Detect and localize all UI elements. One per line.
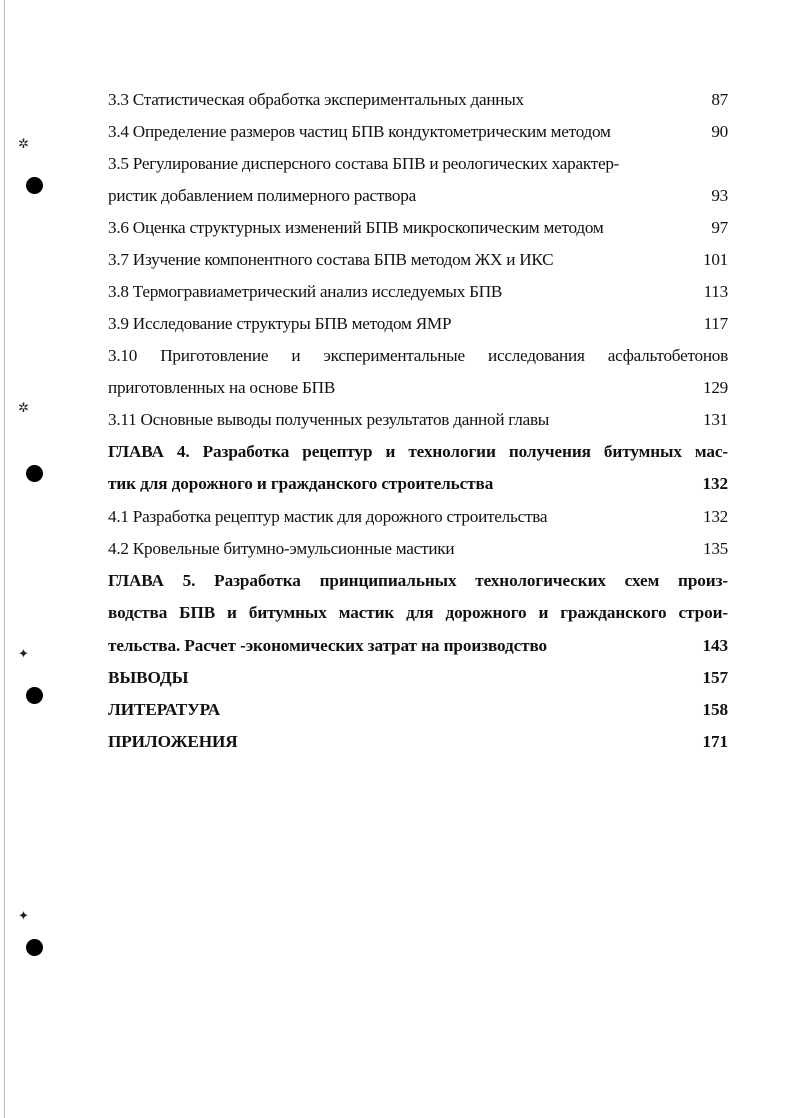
toc-entry-page: 171 xyxy=(702,732,728,751)
scan-mark-icon: ✲ xyxy=(18,400,29,415)
punch-hole-icon xyxy=(26,177,43,194)
toc-entry-title: 3.4 Определение размеров частиц БПВ кондуктометрическим методом xyxy=(108,122,611,141)
toc-entry xyxy=(108,601,728,625)
toc-entry-title: 3.7 Изучение компонентного состава БПВ методом ЖХ и ИКС xyxy=(108,250,554,269)
punch-hole-icon xyxy=(26,939,43,956)
toc-entry-page: 132 xyxy=(702,474,728,493)
toc-entry-title: ристик добавлением полимерного раствора xyxy=(108,186,416,205)
toc-entry-title: 3.6 Оценка структурных изменений БПВ микроскопическим методом xyxy=(108,218,604,237)
punch-hole-icon xyxy=(26,465,43,482)
punch-hole-icon xyxy=(26,687,43,704)
toc-entry-title: 3.8 Термогравиаметрический анализ исследуемых БПВ xyxy=(108,282,503,301)
toc-entry xyxy=(108,505,728,529)
toc-entry-page: 132 xyxy=(702,507,728,526)
toc-entry-page: 93 xyxy=(711,186,728,205)
toc-entry xyxy=(108,408,728,432)
toc-entry-title: тик для дорожного и гражданского строительства xyxy=(108,474,494,493)
toc-entry xyxy=(108,152,728,176)
toc-entry-page: 158 xyxy=(702,700,728,719)
toc-entry-title: ВЫВОДЫ xyxy=(108,668,189,687)
toc-entry xyxy=(108,120,728,144)
scan-mark-icon: ✦ xyxy=(18,908,29,923)
toc-entry-title: тельства. Расчет -экономических затрат на производство xyxy=(108,636,548,655)
toc-entry-title: ПРИЛОЖЕНИЯ xyxy=(108,732,238,751)
toc-entry xyxy=(108,344,728,368)
toc-entry-page: 87 xyxy=(711,90,728,109)
toc-entry xyxy=(108,184,728,208)
toc-entry-title: 3.11 Основные выводы полученных результатов данной главы xyxy=(108,410,550,429)
toc-entry-page: 143 xyxy=(702,636,728,655)
toc-entry-title: 3.3 Статистическая обработка экспериментальных данных xyxy=(108,90,524,109)
toc-entry-title: водства БПВ и битумных мастик для дорожного и гражданского строи- xyxy=(108,603,728,622)
toc-entry-page: 157 xyxy=(702,668,728,687)
toc-entry xyxy=(108,730,728,754)
toc-entry xyxy=(108,248,728,272)
toc-entry-title: 3.5 Регулирование дисперсного состава БПВ и реологических характер- xyxy=(108,154,620,173)
toc-entry-title: ГЛАВА 4. Разработка рецептур и технологии получения битумных мас- xyxy=(108,442,728,461)
page-edge xyxy=(4,0,5,1118)
toc-entry xyxy=(108,634,728,658)
toc-entry-title: ГЛАВА 5. Разработка принципиальных технологических схем произ- xyxy=(108,571,728,590)
toc-entry-title: ЛИТЕРАТУРА xyxy=(108,700,221,719)
toc-entry-title: приготовленных на основе БПВ xyxy=(108,378,336,397)
toc-entry xyxy=(108,312,728,336)
toc-entry xyxy=(108,666,728,690)
toc-entry-title: 3.9 Исследование структуры БПВ методом ЯМР xyxy=(108,314,452,333)
toc-entry-page: 101 xyxy=(702,250,728,269)
toc-entry xyxy=(108,440,728,464)
toc-entry-page: 113 xyxy=(703,282,728,301)
toc-entry xyxy=(108,569,728,593)
toc-entry xyxy=(108,537,728,561)
toc-entry-page: 129 xyxy=(702,378,728,397)
toc-entry xyxy=(108,280,728,304)
toc-entry-title: 4.1 Разработка рецептур мастик для дорожного строительства xyxy=(108,507,548,526)
toc-entry xyxy=(108,698,728,722)
toc-entry-page: 90 xyxy=(711,122,728,141)
scan-mark-icon: ✲ xyxy=(18,136,29,151)
scan-mark-icon: ✦ xyxy=(18,646,29,661)
toc-entry xyxy=(108,376,728,400)
toc-entry-page: 131 xyxy=(702,410,728,429)
toc-entry xyxy=(108,88,728,112)
toc-entry-title: 4.2 Кровельные битумно-эмульсионные мастики xyxy=(108,539,455,558)
toc-entry-page: 97 xyxy=(711,218,728,237)
toc-entry-page: 135 xyxy=(702,539,728,558)
toc-entry xyxy=(108,216,728,240)
toc-entry-page: 117 xyxy=(703,314,728,333)
toc-entry xyxy=(108,472,728,496)
toc-entry-title: 3.10 Приготовление и экспериментальные исследования асфальтобетонов xyxy=(108,346,728,365)
